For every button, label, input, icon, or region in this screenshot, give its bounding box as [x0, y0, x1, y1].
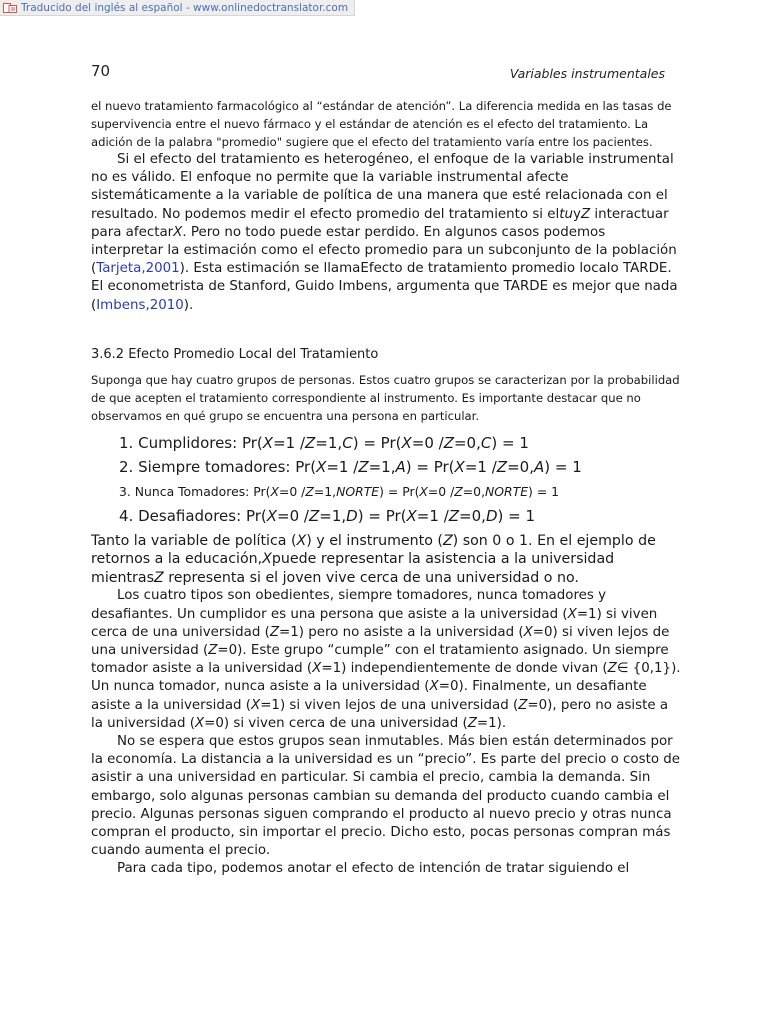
group-item-never-takers: 3. Nunca Tomadores: Pr(X=0 /Z=1,NORTE) = Pr(X=0 /Z=0,NORTE) = 1: [119, 483, 560, 499]
running-title: Variables instrumentales: [509, 66, 665, 81]
translation-banner[interactable]: [0, 0, 355, 16]
citation-imbens-link[interactable]: Imbens,2010: [96, 297, 184, 313]
paragraph-7: Para cada tipo, podemos anotar el efecto de intención de tratar siguiendo el: [117, 861, 630, 877]
group-item-compliers: 1. Cumplidores: Pr(X=1 /Z=1,C) = Pr(X=0 /Z=0,C) = 1: [119, 433, 529, 452]
paragraph-2: Si el efecto del tratamiento es heterogéneo, el enfoque de la variable instrumental no es válido. El enfoque no permite que la variable instrumental afecte sistemáticamente a la variable de política de una manera que esté relacionada con el resultado. No podemos medir el efecto promedio del tratamiento si eltuyZ interactuar para afectarX. Pero no todo puede estar perdido. En algunos casos podemos interpretar la estimación como el efecto promedio para un subconjunto de la población (Tarjeta,2001). Esta estimación se llamaEfecto de tratamiento promedio localo TARDE. El econometrista de Stanford, Guido Imbens, argumenta que TARDE es mejor que nada (Imbens,2010).: [91, 152, 678, 313]
banner-text: Traducido del inglés al español - www.onlinedoctranslator.com: [21, 1, 349, 14]
paragraph-1: el nuevo tratamiento farmacológico al “estándar de atención”. La diferencia medida en las tasas de supervivencia entre el nuevo fármaco y el estándar de atención es el efecto del tratamiento. La adición de la palabra "promedio" sugiere que el efecto del tratamiento varía entre los pacientes.: [91, 99, 672, 149]
page-body: [91, 97, 681, 879]
translate-document-icon: [3, 3, 17, 13]
group-item-always-takers: 2. Siempre tomadores: Pr(X=1 /Z=1,A) = Pr(X=1 /Z=0,A) = 1: [119, 458, 582, 477]
paragraph-3: Suponga que hay cuatro grupos de personas. Estos cuatro grupos se caracterizan por la probabilidad de que acepten el tratamiento correspondiente al instrumento. Es importante destacar que no observamos en qué grupo se encuentra una persona en particular.: [91, 372, 680, 423]
citation-tarjeta-link[interactable]: Tarjeta,2001: [96, 261, 180, 277]
section-heading: 3.6.2 Efecto Promedio Local del Tratamiento: [91, 346, 379, 362]
page-number: 70: [91, 62, 111, 80]
paragraph-5: Los cuatro tipos son obedientes, siempre tomadores, nunca tomadores y desafiantes. Un cumplidor es una persona que asiste a la universidad (X=1) si viven cerca de una universidad (Z=1) pero no asiste a la universidad (X=0) si viven lejos de una universidad (Z=0). Este grupo “cumple” con el tratamiento asignado. Un siempre tomador asiste a la universidad (X=1) independientemente de donde vivan (Z∈ {0,1}). Un nunca tomador, nunca asiste a la universidad (X=0). Finalmente, un desafiante asiste a la universidad (X=1) si viven lejos de una universidad (Z=0), pero no asiste a la universidad (X=0) si viven cerca de una universidad (Z=1).: [91, 588, 681, 731]
paragraph-4: Tanto la variable de política (X) y el instrumento (Z) son 0 o 1. En el ejemplo de retornos a la educación,Xpuede representar la asistencia a la universidad mientrasZ representa si el joven vive cerca de una universidad o no.: [91, 532, 656, 586]
groups-list: [119, 431, 681, 529]
paragraph-6: No se espera que estos grupos sean inmutables. Más bien están determinados por la economía. La distancia a la universidad es un “precio”. Es parte del precio o costo de asistir a una universidad en particular. Si cambia el precio, cambia la demanda. Sin embargo, solo algunas personas cambian su demanda del producto cuando cambia el precio. Algunas personas siguen comprando el producto al nuevo precio y otras nunca compran el producto, sin importar el precio. Dicho esto, pocas personas compran más cuando aumenta el precio.: [91, 733, 681, 859]
group-item-defiers: 4. Desafiadores: Pr(X=0 /Z=1,D) = Pr(X=1 /Z=0,D) = 1: [119, 507, 536, 526]
